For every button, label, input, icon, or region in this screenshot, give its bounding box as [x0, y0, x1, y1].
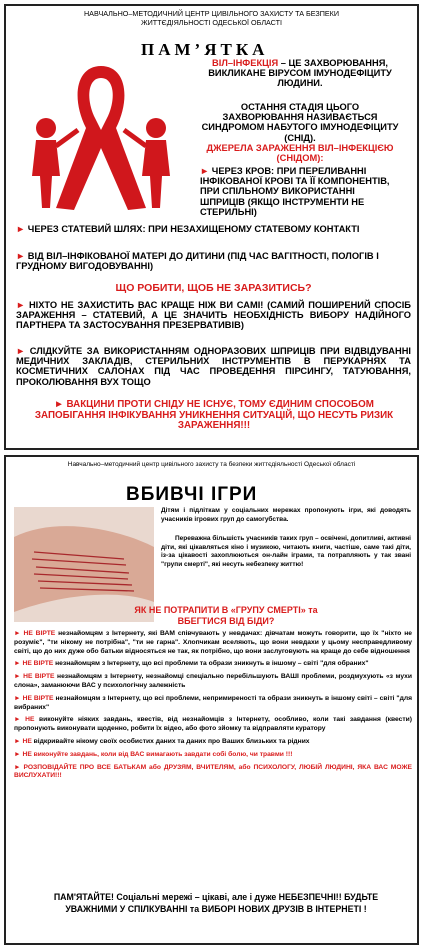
bullet-arrow-icon: ►: [16, 251, 28, 261]
hiv-memo-poster: [4, 4, 419, 450]
warning-item: ► НЕ ВІРТЕ незнайомцям з Інтернету, що всі проблеми, непримиреності та образи зникнуть в іншому світі – світі "для вибраних": [14, 694, 412, 711]
bullet-arrow-icon: ►: [200, 166, 212, 176]
bullet-arrow-icon: ►: [16, 346, 30, 356]
poster-header: Навчально–методичний центр цивільного захисту та безпеки життєдіяльності Одеської області: [67, 461, 356, 468]
intro-paragraph-2: Переважна більшість учасників таких груп – освічені, допитливі, активні діти, які цікавляться кіно і музикою, читають книги, частіше, саме такі діти, із-за цікавості захоплюються он-лайн іграми, та потрапляють у так звані "групи смерті", які несуть небезпеку життю!: [161, 535, 411, 568]
bullet-self-protection: ► НІХТО НЕ ЗАХИСТИТЬ ВАС КРАЩЕ НІЖ ВИ САМІ! (САМИЙ ПОШИРЕНИЙ СПОСІБ ЗАРАЖЕННЯ – СТАТЕВИЙ, А ЦЕ ЗНАЧИТЬ НЕОБХІДНІСТЬ ВИБОРУ НАДІЙНОГО ПАРТНЕРА ТА ЗАСТОСУВАННЯ ПРЕЗЕРВАТИВІВ): [16, 300, 411, 331]
bullet-mother-child: ► ВІД ВІЛ–ІНФІКОВАНОЇ МАТЕРІ ДО ДИТИНИ (ПІД ЧАС ВАГІТНОСТІ, ПОЛОГІВ І ГРУДНОМУ ВИГОДОВУВАННІ): [16, 251, 379, 272]
hiv-term: ВІЛ–ІНФЕКЦІЯ: [212, 58, 279, 68]
warning-item: ► НЕ ВІРТЕ незнайомцям з Інтернету, що всі проблеми та образи зникнуть в іншому – світі "для обраних": [14, 660, 369, 668]
warning-item: ► НЕ виконуйте завдань, коли від ВАС вимагають завдати собі болю, чи травми !!!: [14, 750, 293, 758]
death-group-question: ЯК НЕ ПОТРАПИТИ В «ГРУПУ СМЕРТІ» та ВБЕГТИСЯ ВІД БІДИ?: [134, 605, 318, 626]
warning-item: ► НЕ відкривайте нікому своїх особистих даних та даних про Ваших близьких та рідних: [14, 737, 310, 745]
bullet-blood: ► ЧЕРЕЗ КРОВ: ПРИ ПЕРЕЛИВАННІ ІНФІКОВАНОЇ КРОВІ ТА ЇЇ КОМПОНЕНТІВ, ПРИ СПІЛЬНОМУ ВИКОРИСТАННІ ШПРИЦІВ (ЯКЩО ІНСТРУМЕНТИ НЕ СТЕРИЛЬНІ): [200, 166, 390, 217]
bullet-arrow-icon: ►: [16, 224, 28, 234]
definition-rest: – ЦЕ ЗАХВОРЮВАННЯ, ВИКЛИКАНЕ ВІРУСОМ ІМУНОДЕФІЦИТУ ЛЮДИНИ.: [208, 58, 392, 89]
warning-item: ► РОЗПОВІДАЙТЕ ПРО ВСЕ БАТЬКАМ або ДРУЗЯМ, ВЧИТЕЛЯМ, або ПСИХОЛОГУ, ЛЮБІЙ ЛЮДИНІ, ЯКА ВАС МОЖЕ ВИСЛУХАТИ!!!: [14, 763, 412, 780]
intro-paragraph-1: Дітям і підліткам у соціальних мережах пропонують ігри, які доводять учасників ігрових груп до самогубства.: [161, 507, 411, 523]
bullet-syringes: ► СЛІДКУЙТЕ ЗА ВИКОРИСТАННЯМ ОДНОРАЗОВИХ ШПРИЦІВ ПРИ ВІДВІДУВАННІ МЕДИЧНИХ ЗАКЛАДІВ, СТЕРИЛЬНИХ ІНСТРУМЕНТІВ В ПЕРУКАРНЯХ ТА КОСМЕТИЧНИХ САЛОНАХ ПІД ЧАС ПРОВЕДЕННЯ ПІРСИНГУ, ТАТУЮВАННЯ, ПРОКОЛЮВАННЯ ВУХ ТОЩО: [16, 346, 411, 387]
social-media-warning-footer: ПАМ'ЯТАЙТЕ! Соціальні мережі – цікаві, але і дуже НЕБЕЗПЕЧНІ!! БУДЬТЕ УВАЖНИМИ У СПІЛКУВАННІ та ВИБОРІ НОВИХ ДРУЗІВ В ІНТЕРНЕТІ !: [53, 892, 379, 914]
aids-stage-text: ОСТАННЯ СТАДІЯ ЦЬОГО ЗАХВОРЮВАННЯ НАЗИВАЄТЬСЯ СИНДРОМОМ НАБУТОГО ІМУНОДЕФІЦИТУ (СНІД).: [201, 102, 399, 143]
warnings-list: [14, 630, 412, 785]
bullet-arrow-icon: ►: [16, 300, 29, 310]
page-title: ПАМ’ЯТКА: [141, 40, 269, 59]
bullet-sexual: ► ЧЕРЕЗ СТАТЕВИЙ ШЛЯХ: ПРИ НЕЗАХИЩЕНОМУ СТАТЕВОМУ КОНТАКТІ: [16, 224, 360, 234]
page-title: ВБИВЧІ ІГРИ: [126, 484, 258, 505]
warning-item: ► НЕ виконуйте ніяких завдань, квестів, від незнайомців з Інтернету, особливо, коли такі завдання (квести) пропонують виконувати щоденно, робити їх відео, або фото зйомку та відправляти куратору: [14, 716, 412, 733]
warning-item: ► НЕ ВІРТЕ незнайомцям з Інтернету, незнайомці спеціально перебільшують ВАШІ проблеми, роздмухують «з мухи слона», заманюючи ВАС у психологічну залежність: [14, 673, 412, 689]
bullet-arrow-icon: ►: [54, 399, 67, 410]
poster-header: НАВЧАЛЬНО–МЕТОДИЧНИЙ ЦЕНТР ЦИВІЛЬНОГО ЗАХИСТУ ТА БЕЗПЕКИ ЖИТТЄДІЯЛЬНОСТІ ОДЕСЬКОЇ ОБЛАСТІ: [83, 9, 340, 27]
prevention-question: ЩО РОБИТИ, ЩОБ НЕ ЗАРАЗИТИСЬ?: [115, 282, 312, 294]
killer-games-poster: [4, 455, 419, 945]
red-ribbon-figures-image: [16, 58, 186, 218]
definition-text: [200, 58, 400, 89]
no-vaccine-warning: ► ВАКЦИНИ ПРОТИ СНІДУ НЕ ІСНУЄ, ТОМУ ЄДИНИМ СПОСОБОМ ЗАПОБІГАННЯ ІНФІКУВАННЯ УНИКНЕННЯ СИТУАЦІЙ, ЩО НЕСУТЬ РИЗИК ЗАРАЖЕННЯ!!!: [34, 399, 394, 432]
warning-item: ► НЕ ВІРТЕ незнайомцям з Інтернету, які ВАМ співчувають у невдачах: дівчатам можуть говорити, що їх "ніхто не розуміє", "ти нікому не потрібна", "ти не гарна". Хлопчикам вселяють, що вони невдахи у цьому несправедливому світі, що до них дуже обо батьки відносяться не так, як потрібно, що вони заслуговують на краще до себе відношення: [14, 630, 412, 655]
infection-sources-heading: ДЖЕРЕЛА ЗАРАЖЕННЯ ВІЛ–ІНФЕКЦІЄЮ (СНІДОМ):: [206, 143, 394, 164]
